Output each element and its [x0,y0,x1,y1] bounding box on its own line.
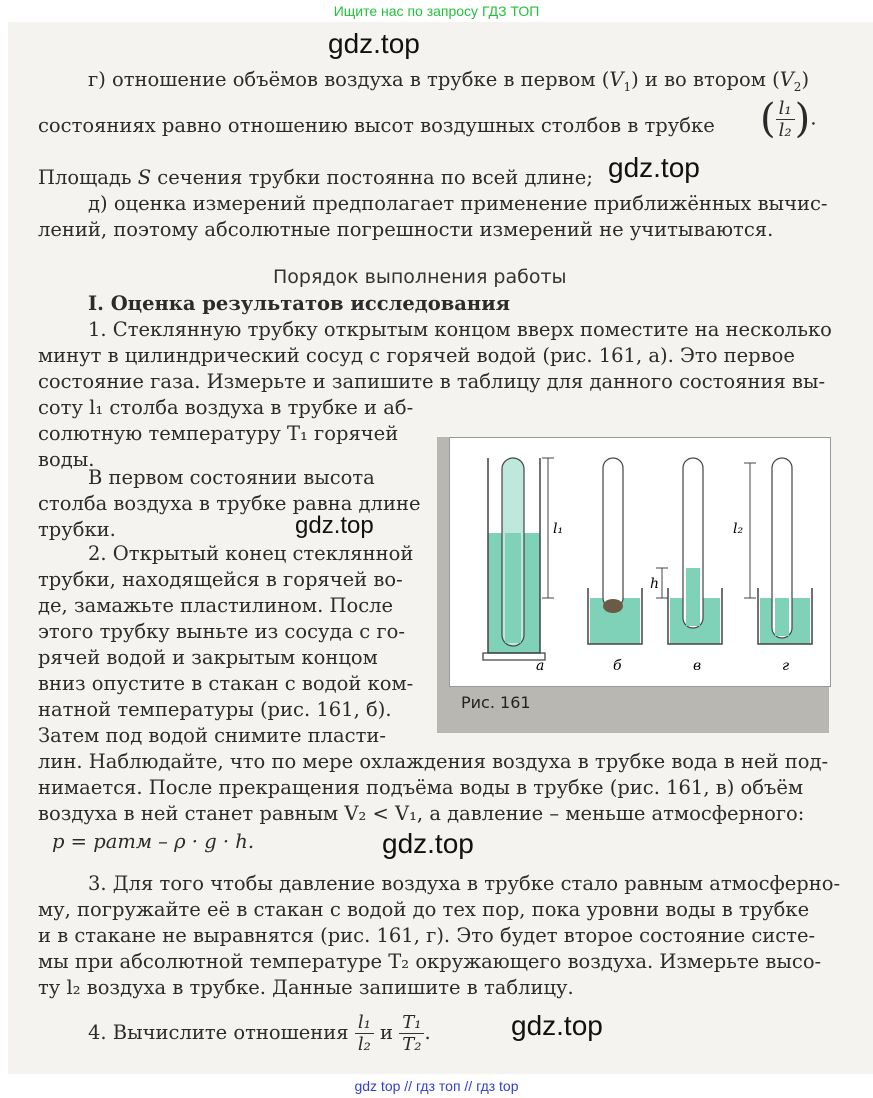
setup-a [483,458,554,674]
watermark: gdz.top [382,828,474,859]
text-line: нимается. После прекращения подъёма воды в трубке (рис. 161, в) объём [38,776,804,799]
watermark: gdz.top [295,512,374,539]
label-a: а [536,658,545,674]
text-line: трубки, находящейся в горячей во- [38,568,403,591]
setup-c [650,458,722,674]
section-title: Порядок выполнения работы [273,266,567,288]
label-l1: l₁ [553,521,564,537]
text-line: рячей водой и закрытым концом [38,646,378,669]
text-line: г) отношение объёмов воздуха в трубке в первом $(V_1)$ и во втором $(V_2)$ [88,68,810,94]
text-line: состояниях равно отношению высот воздушных столбов в трубке [38,114,715,137]
top-banner[interactable]: Ищите нас по запросу ГДЗ ТОП [333,3,540,19]
text-line: лений, поэтому абсолютные погрешности измерений не учитываются. [38,218,774,241]
pressure-formula: p = pатм – ρ · g · h. [52,830,255,853]
setup-b [588,458,642,674]
text-line: де, замажьте пластилином. После [38,594,394,617]
setup-d [733,458,812,674]
text-line: воздуха в ней станет равным V₂ < V₁, а давление – меньше атмосферного: [38,802,805,825]
textbook-page [8,22,873,1074]
text-line: 1. Стеклянную трубку открытым концом вверх поместите на несколько [88,318,832,341]
label-d: г [782,658,790,674]
figure-caption: Рис. 161 [461,693,531,712]
text-line: натной температуры (рис. 161, б). [38,698,392,721]
text-line: В первом состоянии высота [88,466,375,489]
text-line: воды. [38,448,95,471]
text-line: и в стакане не выравнятся (рис. 161, г). Это будет второе состояние систе- [38,924,816,947]
text-line: этого трубку выньте из сосуда с го- [38,620,405,643]
text-line: Площадь S сечения трубки постоянна по всей длине; [38,166,593,189]
text-line: мы при абсолютной температуре T₂ окружающего воздуха. Измерьте высо- [38,950,822,973]
text-line: вниз опустите в стакан с водой ком- [38,672,414,695]
watermark: gdz.top [511,1010,603,1041]
label-l2: l₂ [733,521,744,537]
text-line: ту l₂ воздуха в трубке. Данные запишите в таблицу. [38,976,574,999]
text-line: соту l₁ столба воздуха в трубке и аб- [38,396,414,419]
watermark: gdz.top [608,152,700,183]
text-line: 3. Для того чтобы давление воздуха в трубке стало равным атмосферно- [88,872,841,895]
figure-161 [437,437,829,733]
text-line: 4. Вычислите отношения $\frac{\text{l₁}}{\text{l₂}}$ и $\frac{\text{T₁}}{\text{T₂}}$ . [88,1012,431,1055]
text-line: трубки. [38,518,116,541]
bottom-banner[interactable]: gdz top // гдз топ // гдз top [354,1078,519,1094]
text-line: 2. Открытый конец стеклянной [88,542,414,565]
text-line: солютную температуру T₁ горячей [38,422,399,445]
label-c: в [693,658,702,674]
label-h: h [650,576,660,592]
ratio-l1-l2: ( $\frac{\text{l₁}}{\text{l₂}}$ ). [760,96,817,142]
text-line: лин. Наблюдайте, что по мере охлаждения воздуха в трубке вода в ней под- [38,750,829,773]
text-line: состояние газа. Измерьте и запишите в таблицу для данного состояния вы- [38,370,826,393]
watermark: gdz.top [328,28,420,59]
text-line: д) оценка измерений предполагает применение приближённых вычис- [88,192,828,215]
text-line: му, погружайте её в стакан с водой до тех пор, пока уровни воды в трубке [38,898,810,921]
subsection-title: I. Оценка результатов исследования [88,292,511,315]
label-b: б [613,658,622,674]
figure-panel [449,437,831,687]
text-line: Затем под водой снимите пласти- [38,724,386,747]
figure-illustration [450,438,830,686]
text-line: столба воздуха в трубке равна длине [38,492,421,515]
text-line: минут в цилиндрический сосуд с горячей водой (рис. 161, а). Это первое [38,344,795,367]
